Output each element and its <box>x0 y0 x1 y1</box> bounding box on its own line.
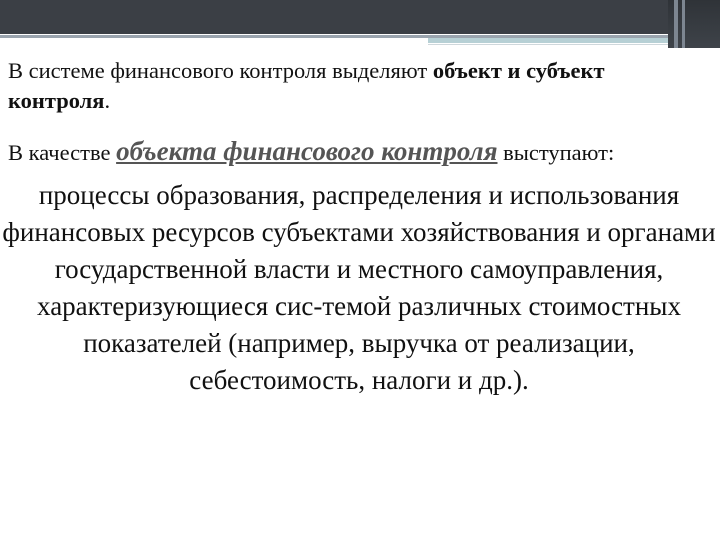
header-bar <box>0 0 720 34</box>
object-text: В качестве <box>8 140 117 165</box>
intro-bold-text: объект и субъект контроля <box>8 58 605 113</box>
slide-content <box>2 56 716 399</box>
object-emphasis: объекта финансового контроля <box>116 136 498 166</box>
intro-text-end: . <box>104 88 111 113</box>
accent-line-thin <box>428 44 668 45</box>
intro-text: В системе финансового контроля выделяют <box>8 58 433 83</box>
corner-stripe <box>674 0 678 48</box>
object-text-end: выступают: <box>497 140 615 165</box>
object-description: процессы образования, распределения и использования финансовых ресурсов субъектами хозяйствования и органами государственной власти и местного самоуправления, характеризующиеся сис-темой различных стоимостных показателей (например, выручка от реализации, себестоимость, налоги и др.). <box>2 180 716 395</box>
object-paragraph <box>8 137 708 167</box>
corner-stripe <box>682 0 685 48</box>
header-corner-decoration <box>668 0 720 48</box>
accent-line-highlight <box>428 38 668 43</box>
intro-paragraph <box>8 56 708 116</box>
